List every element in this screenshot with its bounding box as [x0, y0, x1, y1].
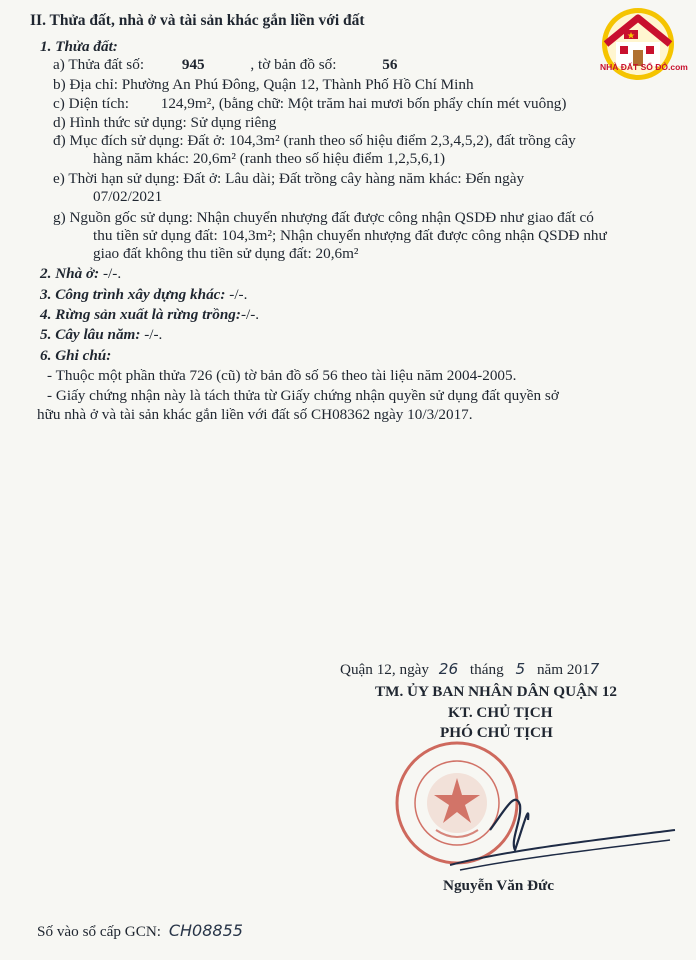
area-row — [53, 95, 566, 113]
note-2: - Giấy chứng nhận này là tách thửa từ Giấy chứng nhận quyền sử dụng đất quyền sở — [47, 387, 559, 404]
usage-term-row-2: 07/02/2021 — [93, 188, 163, 205]
signer-name: Nguyễn Văn Đức — [443, 877, 554, 894]
map-sheet-label: , tờ bản đồ số: — [250, 56, 337, 73]
register-label: Số vào sổ cấp GCN: — [37, 923, 162, 940]
map-sheet-value: 56 — [382, 56, 398, 73]
forest-heading: 4. Rừng sản xuất là rừng trồng: — [40, 306, 241, 323]
signing-role-2: PHÓ CHỦ TỊCH — [440, 724, 553, 741]
parcel-number-label: a) Thửa đất số: — [53, 56, 145, 73]
date-day: 26 — [438, 660, 459, 678]
notes-heading: 6. Ghi chú: — [40, 347, 112, 364]
construction-heading: 3. Công trình xây dựng khác: — [40, 286, 226, 303]
date-year-digit: 7 — [589, 660, 600, 678]
usage-term-row: e) Thời hạn sử dụng: Đất ở: Lâu dài; Đất trồng cây hàng năm khác: Đến ngày — [53, 170, 525, 187]
house-row — [40, 265, 121, 283]
register-row — [37, 922, 243, 941]
date-year-label: năm 201 — [536, 661, 590, 678]
register-value: CH08855 — [168, 921, 243, 940]
note-2-cont: hữu nhà ở và tài sản khác gắn liền với đất số CH08362 ngày 10/3/2017. — [37, 406, 473, 423]
address-row: b) Địa chỉ: Phường An Phú Đông, Quận 12, Thành Phố Hồ Chí Minh — [53, 76, 474, 93]
signing-org: TM. ỦY BAN NHÂN DÂN QUẬN 12 — [375, 683, 618, 700]
trees-row — [40, 326, 162, 344]
parcel-number-value: 945 — [181, 56, 205, 73]
trees-value: -/-. — [140, 326, 163, 343]
house-value: -/-. — [99, 265, 122, 282]
logo-text: NHÀ ĐẤT SỔ ĐỎ.com — [600, 62, 688, 72]
date-month-label: tháng — [469, 661, 504, 678]
usage-form-row: d) Hình thức sử dụng: Sử dụng riêng — [53, 114, 277, 131]
forest-row — [40, 306, 259, 324]
construction-row — [40, 286, 247, 304]
land-heading: 1. Thửa đất: — [40, 38, 118, 55]
area-label: c) Diện tích: — [53, 95, 129, 112]
origin-row-2: thu tiền sử dụng đất: 104,3m²; Nhận chuyển nhượng đất được công nhận QSDĐ như — [93, 227, 607, 244]
signing-date — [340, 660, 599, 679]
signing-role-1: KT. CHỦ TỊCH — [448, 704, 553, 721]
origin-row: g) Nguồn gốc sử dụng: Nhận chuyển nhượng đất được công nhận QSDĐ như giao đất có — [53, 209, 594, 226]
signature-icon — [430, 770, 680, 880]
area-value: 124,9m², (bằng chữ: Một trăm hai mươi bốn phẩy chín mét vuông) — [160, 95, 567, 112]
date-month: 5 — [515, 660, 526, 678]
note-1: - Thuộc một phần thửa 726 (cũ) tờ bản đồ số 56 theo tài liệu năm 2004-2005. — [47, 367, 517, 384]
house-heading: 2. Nhà ở: — [40, 265, 100, 282]
usage-purpose-row: đ) Mục đích sử dụng: Đất ở: 104,3m² (ranh theo số hiệu điểm 2,3,4,5,2), đất trồng cây — [53, 132, 576, 149]
construction-value: -/-. — [225, 286, 248, 303]
forest-value: -/-. — [240, 306, 260, 323]
origin-row-3: giao đất không thu tiền sử dụng đất: 20,6m² — [93, 245, 359, 262]
date-prefix: Quận 12, ngày — [340, 661, 429, 678]
trees-heading: 5. Cây lâu năm: — [40, 326, 141, 343]
usage-purpose-row-2: hàng năm khác: 20,6m² (ranh theo số hiệu điểm 1,2,5,6,1) — [93, 150, 446, 167]
section-title: II. Thửa đất, nhà ở và tài sản khác gắn liền với đất — [30, 12, 365, 29]
parcel-number-row — [53, 56, 397, 74]
